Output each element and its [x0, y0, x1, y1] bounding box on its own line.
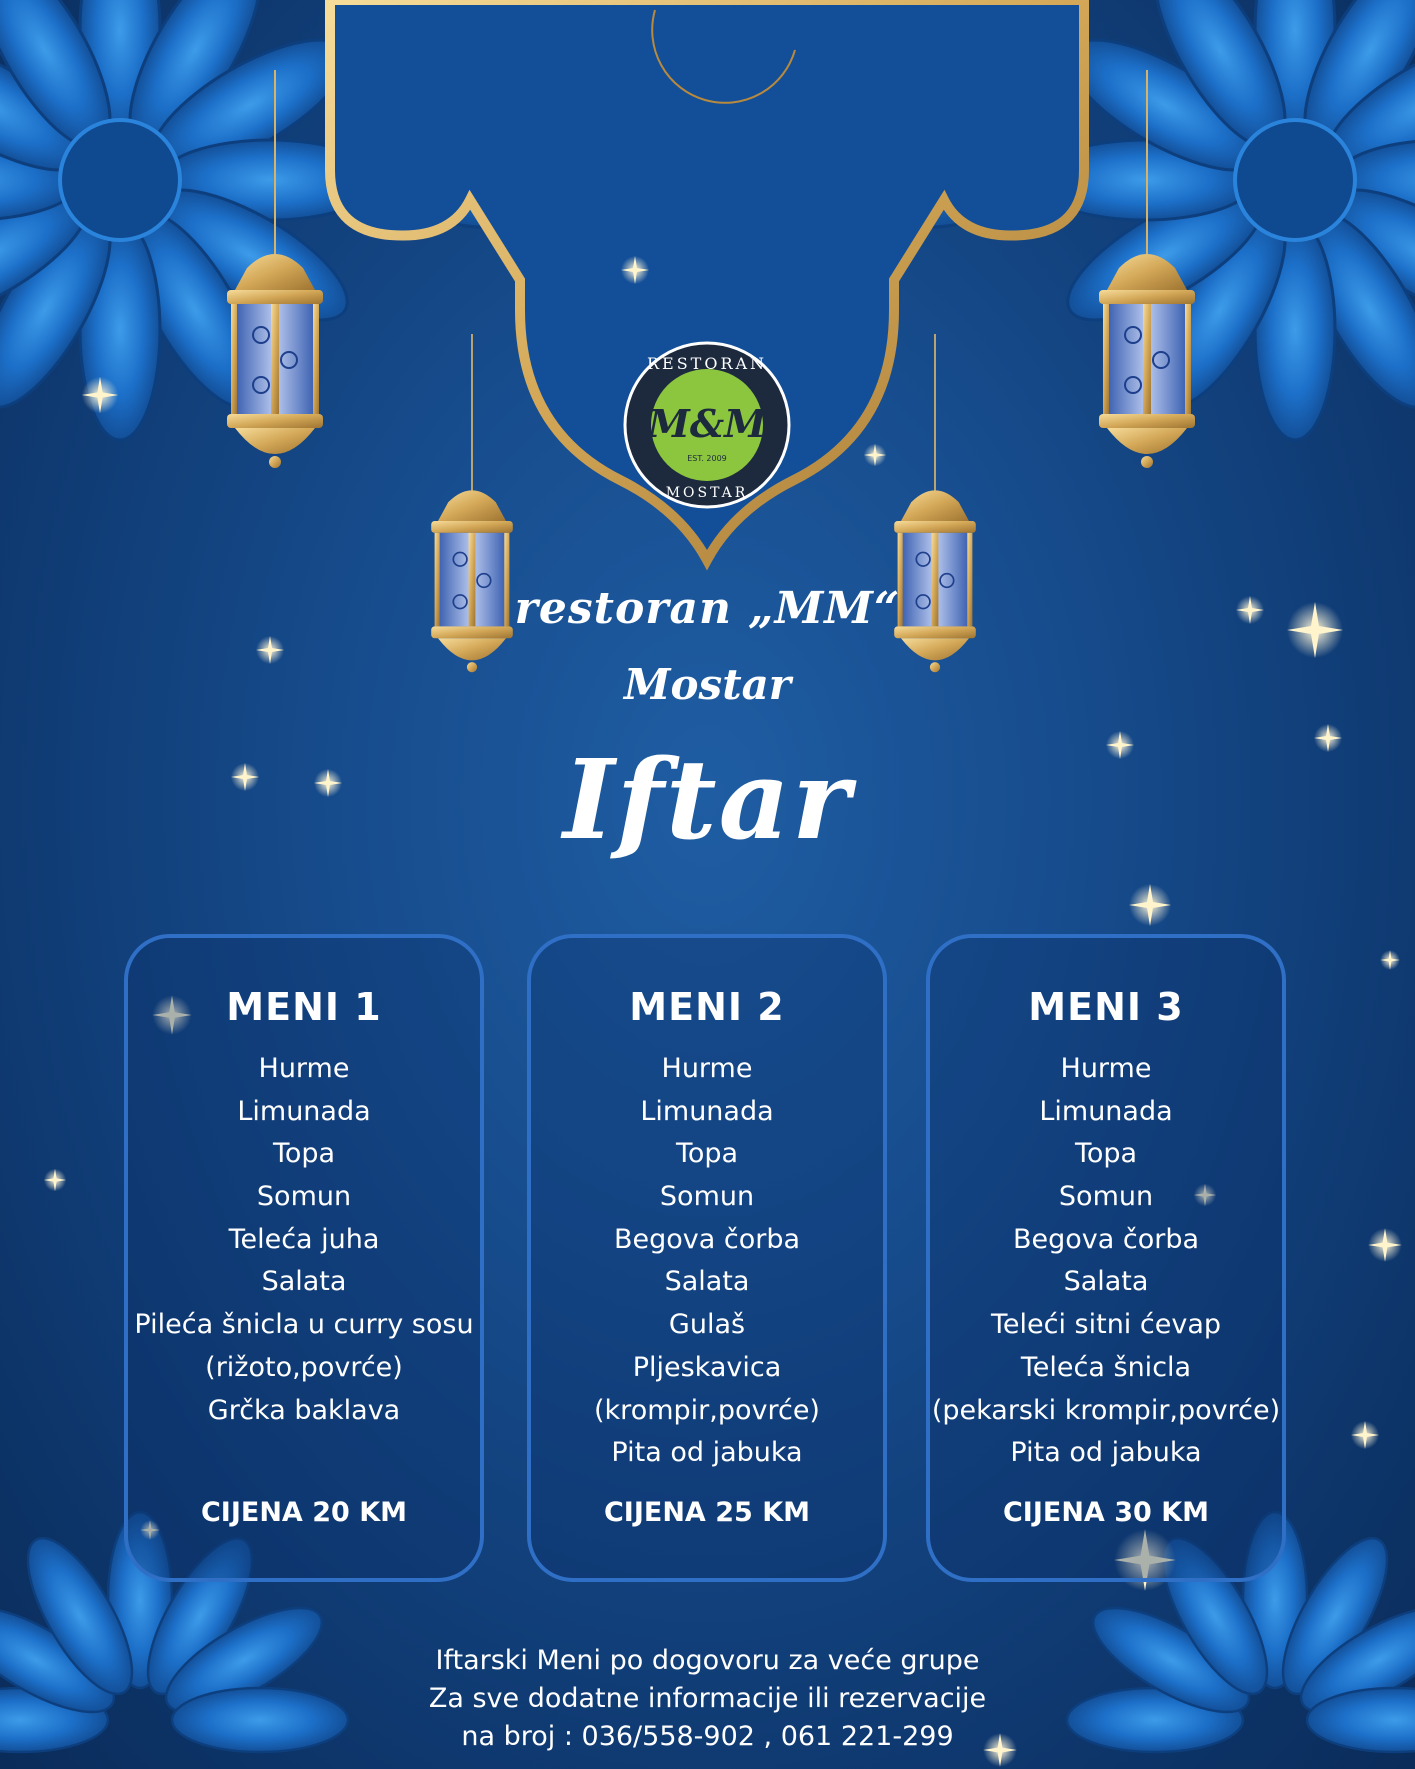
menu-item: Pita od jabuka	[611, 1437, 803, 1469]
menu-item: Topa	[272, 1138, 336, 1170]
logo-text-top: RESTORAN	[646, 354, 768, 373]
footer-line-groups: Iftarski Meni po dogovoru za veće grupe	[435, 1645, 980, 1676]
menu-items	[930, 1048, 1282, 1475]
menu-item: Pljeskavica	[632, 1351, 782, 1383]
menu-item: Hurme	[258, 1053, 350, 1084]
mandala-ornament	[0, 0, 380, 440]
poster-title: Iftar	[563, 735, 852, 864]
menu-card-2	[527, 934, 887, 1582]
restaurant-logo	[625, 343, 789, 507]
menu-item: Limunada	[640, 1095, 774, 1127]
menu-title: MENI 3	[1028, 985, 1184, 1029]
menu-item: Salata	[664, 1266, 750, 1298]
menu-item: Somun	[256, 1181, 352, 1213]
menu-item: Somun	[659, 1181, 755, 1213]
menu-price: CIJENA 25 KM	[603, 1497, 810, 1528]
menu-item: Salata	[261, 1266, 347, 1298]
menu-price: CIJENA 20 KM	[200, 1497, 407, 1528]
menu-item: Somun	[1058, 1181, 1154, 1213]
menu-card-1	[124, 934, 484, 1582]
menu-title: MENI 2	[629, 985, 785, 1029]
menu-item: Limunada	[237, 1095, 371, 1127]
menu-item: Grčka baklava	[207, 1394, 401, 1426]
menu-price: CIJENA 30 KM	[1002, 1497, 1209, 1528]
menu-item: Topa	[675, 1138, 739, 1170]
city-name: Mostar	[624, 660, 791, 709]
menu-item: Hurme	[661, 1053, 753, 1084]
menu-item: Gulaš	[668, 1309, 746, 1341]
logo-mark: M&M	[647, 401, 767, 446]
restaurant-name: restoran „MM“	[514, 583, 901, 634]
menu-item: (pekarski krompir,povrće)	[931, 1394, 1281, 1426]
footer-info	[0, 1642, 1415, 1756]
logo-est: EST. 2009	[687, 454, 727, 463]
menu-item: Salata	[1063, 1266, 1149, 1298]
menu-item: Teleća šnicla	[1020, 1351, 1192, 1383]
menu-items	[128, 1048, 480, 1432]
footer-line-phone: na broj : 036/558-902 , 061 221-299	[461, 1721, 954, 1752]
menu-item: Limunada	[1039, 1095, 1173, 1127]
menu-item: Topa	[1074, 1138, 1138, 1170]
menu-item: Begova čorba	[613, 1223, 801, 1255]
menu-item: Hurme	[1060, 1053, 1152, 1084]
menu-item: Pileća šnicla u curry sosu	[134, 1309, 474, 1341]
menu-item: Teleća juha	[228, 1223, 380, 1255]
logo-text-bottom: MOSTAR	[665, 485, 749, 501]
menu-item: Teleći sitni ćevap	[990, 1309, 1222, 1341]
menu-card-3	[926, 934, 1286, 1582]
menu-item: (krompir,povrće)	[594, 1394, 820, 1426]
footer-line-info: Za sve dodatne informacije ili rezervacije	[428, 1683, 987, 1714]
menu-items	[531, 1048, 883, 1475]
mandala-ornament	[1035, 0, 1415, 440]
menu-item: (rižoto,povrće)	[205, 1351, 403, 1383]
menu-title: MENI 1	[226, 985, 382, 1029]
menu-item: Begova čorba	[1012, 1223, 1200, 1255]
menu-item: Pita od jabuka	[1010, 1437, 1202, 1469]
